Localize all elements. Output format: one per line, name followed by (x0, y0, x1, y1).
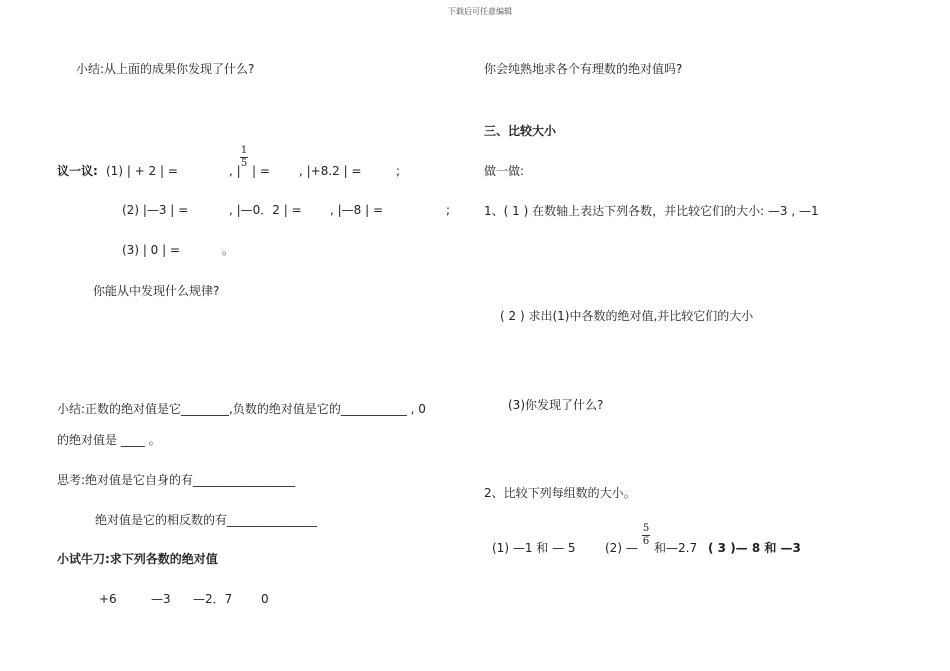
try-title: 小试牛刀:求下列各数的绝对值 (57, 552, 218, 566)
row2-item-a: (2) |—3 | = (122, 203, 189, 217)
row1-item-b-pre: , | (229, 164, 241, 178)
row1-item-b-post: | = (252, 164, 270, 178)
fraction-five-sixths (642, 524, 650, 547)
fraction-numerator: 5 (642, 523, 650, 534)
fraction-numerator: 1 (240, 145, 248, 156)
discuss-label: 议一议: (57, 164, 98, 178)
pattern-question: 你能从中发现什么规律? (93, 284, 220, 298)
try-number-1: +6 (99, 592, 117, 606)
try-number-4: 0 (261, 592, 269, 606)
think-line1: 思考:绝对值是它自身的有_________________ (57, 473, 296, 487)
summary-question: 小结:从上面的成果你发现了什么? (76, 62, 255, 76)
fraction-denominator: 5 (240, 158, 248, 169)
section-compare-title: 三、比较大小 (484, 124, 557, 138)
think-line2: 绝对值是它的相反数的有_______________ (95, 513, 318, 527)
question-2-item-3: ( 3 )— 8 和 —3 (708, 541, 801, 555)
summary2-line1: 小结:正数的绝对值是它________,负数的绝对值是它的___________ , 0 (57, 402, 426, 416)
question-1: 1、( 1 ) 在数轴上表达下列各数，并比较它们的大小: —3 , —1 (484, 204, 819, 218)
page-header: 下载后可任意编辑 (448, 7, 512, 16)
summary2-line2: 的绝对值是 ____ 。 (57, 433, 161, 447)
try-number-2: —3 (151, 592, 171, 606)
row3-item-a: (3) | 0 | = (122, 243, 181, 257)
row2-item-c: , |—8 | = (330, 203, 384, 217)
question-1-part-2: ( 2 ) 求出(1)中各数的绝对值,并比较它们的大小 (500, 309, 754, 323)
do-it-label: 做一做: (484, 164, 525, 178)
fraction-one-fifth (240, 146, 248, 169)
row2-end: ; (446, 203, 451, 217)
question-2-item-2-pre: (2) — (605, 541, 638, 555)
try-number-3: —2．7 (193, 592, 233, 606)
fraction-denominator: 6 (642, 536, 650, 547)
row1-end: ; (396, 164, 401, 178)
question-2-item-2-post: 和—2.7 (654, 541, 698, 555)
question-1-part-3: (3)你发现了什么? (508, 398, 604, 412)
row3-end: 。 (222, 243, 235, 257)
question-2-item-1: (1) —1 和 — 5 (492, 541, 576, 555)
row1-item-a: (1) | + 2 | = (106, 164, 178, 178)
question-2: 2、比较下列每组数的大小。 (484, 486, 636, 500)
row2-item-b: , |—0．2 | = (229, 203, 302, 217)
row1-item-c: , |+8.2 | = (299, 164, 362, 178)
question-top: 你会纯熟地求各个有理数的绝对值吗? (484, 62, 683, 76)
